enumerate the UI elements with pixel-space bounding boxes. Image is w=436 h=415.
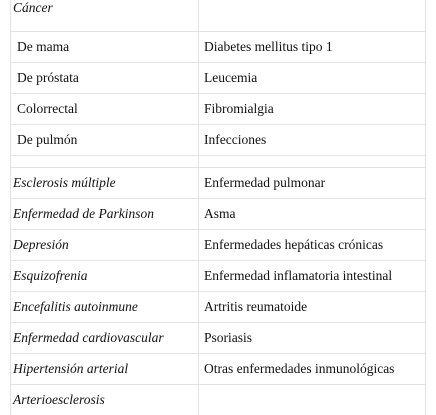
table-cell-right: Infecciones (204, 132, 267, 147)
table-cell-right (199, 0, 425, 31)
table-cell-left: De mama (11, 32, 199, 62)
table-cell-right (199, 156, 425, 167)
table-cell-right: Artritis reumatoide (204, 299, 308, 314)
table-cell-left: Cáncer (11, 0, 199, 31)
table-cell-right: Enfermedad pulmonar (204, 175, 326, 190)
table-cell-left: Esquizofrenia (11, 261, 199, 291)
table-row (11, 0, 425, 31)
table-row (11, 353, 425, 384)
table-cell-right: Otras enfermedades inmunológicas (204, 361, 395, 376)
table-cell-right: Fibromialgia (204, 101, 274, 116)
table-cell-left: Hipertensión arterial (11, 354, 199, 384)
table-row (11, 322, 425, 353)
table-cell-right (199, 385, 425, 415)
table-row (11, 260, 425, 291)
table-row (11, 93, 425, 124)
table-cell-left (11, 156, 199, 167)
disease-table (10, 0, 426, 415)
table-row (11, 31, 425, 62)
table-cell-right: Psoriasis (204, 330, 253, 345)
table-cell-right: Enfermedades hepáticas crónicas (204, 237, 384, 252)
table-cell-left: Enfermedad de Parkinson (11, 199, 199, 229)
table-cell-right: Asma (204, 206, 236, 221)
table-cell-left: Esclerosis múltiple (11, 168, 199, 198)
table-row (11, 124, 425, 155)
table-row (11, 62, 425, 93)
table-cell-left: Colorrectal (11, 94, 199, 124)
table-cell-left: Enfermedad cardiovascular (11, 323, 199, 353)
table-cell-right: Leucemia (204, 70, 258, 85)
table-spacer-row (11, 155, 425, 167)
table-cell-left: Depresión (11, 230, 199, 260)
table-cell-left: De pulmón (11, 125, 199, 155)
table-row (11, 291, 425, 322)
table-cell-left: De próstata (11, 63, 199, 93)
table-row (11, 229, 425, 260)
table-row (11, 167, 425, 198)
table-row (11, 384, 425, 415)
table-cell-right: Diabetes mellitus tipo 1 (204, 39, 333, 54)
table-row (11, 198, 425, 229)
table-cell-left: Encefalitis autoinmune (11, 292, 199, 322)
table-cell-left: Arterioesclerosis (11, 385, 199, 415)
table-cell-right: Enfermedad inflamatoria intestinal (204, 268, 393, 283)
